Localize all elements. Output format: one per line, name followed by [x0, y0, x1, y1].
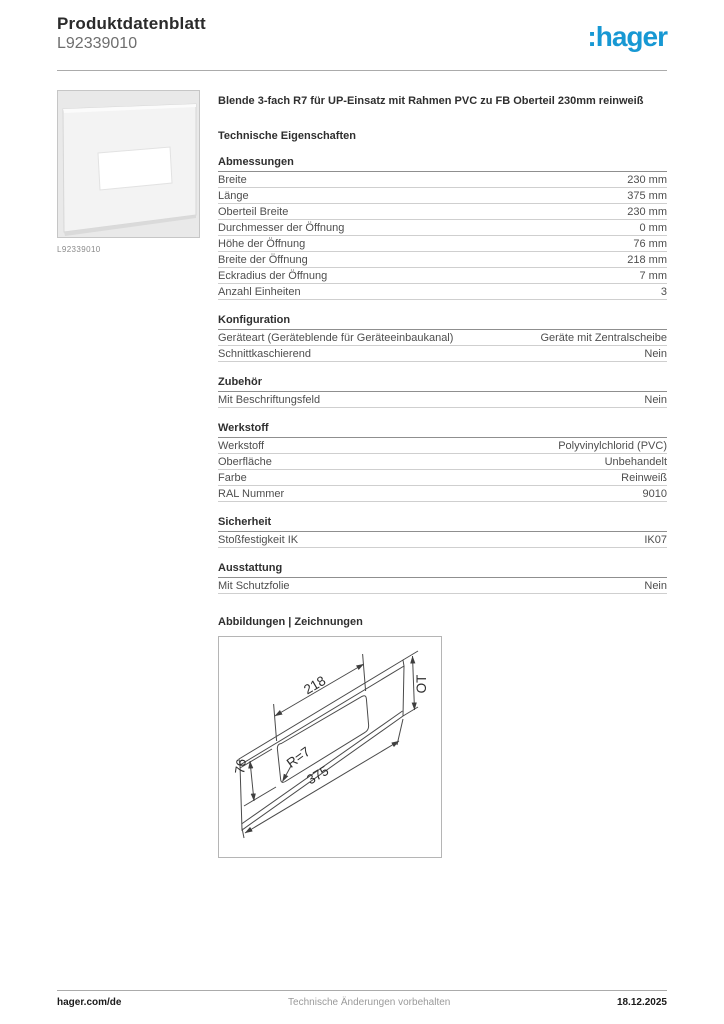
spec-row — [218, 346, 667, 362]
spec-row — [218, 252, 667, 268]
spec-row — [218, 470, 667, 486]
technical-drawing — [218, 636, 442, 858]
spec-section-title: Zubehör — [218, 376, 667, 392]
spec-row — [218, 220, 667, 236]
spec-row — [218, 392, 667, 408]
spec-row — [218, 578, 667, 594]
hager-logo: :hager — [587, 21, 667, 52]
spec-row-label: Durchmesser der Öffnung — [218, 222, 345, 234]
ext-line — [363, 654, 366, 691]
spec-row-value: 230 mm — [627, 174, 667, 186]
ext-line — [403, 707, 418, 716]
spec-row-label: Oberfläche — [218, 456, 272, 468]
spec-row — [218, 330, 667, 346]
footer-website: hager.com/de — [57, 997, 122, 1008]
spec-row — [218, 486, 667, 502]
spec-row — [218, 284, 667, 300]
spec-row — [218, 454, 667, 470]
spec-section-title: Konfiguration — [218, 314, 667, 330]
tech-properties-heading: Technische Eigenschaften — [218, 130, 356, 142]
page-header — [57, 14, 667, 53]
spec-row-label: Schnittkaschierend — [218, 348, 311, 360]
header-divider — [57, 70, 667, 71]
page-footer — [57, 997, 667, 1008]
spec-row-value: Nein — [644, 394, 667, 406]
spec-section — [218, 314, 667, 362]
spec-section — [218, 422, 667, 502]
right-column — [218, 90, 667, 858]
spec-row-label: Mit Schutzfolie — [218, 580, 290, 592]
dimension-drawing — [219, 637, 441, 857]
document-title: Produktdatenblatt — [57, 14, 206, 33]
spec-row-label: Breite — [218, 174, 247, 186]
spec-section-title: Ausstattung — [218, 562, 667, 578]
spec-row — [218, 188, 667, 204]
spec-row — [218, 532, 667, 548]
dim-label-ot: OT — [414, 674, 429, 694]
spec-row-value: Polyvinylchlorid (PVC) — [558, 440, 667, 452]
spec-row — [218, 236, 667, 252]
spec-section — [218, 156, 667, 300]
footer-date: 18.12.2025 — [616, 997, 667, 1008]
product-title: Blende 3-fach R7 für UP-Einsatz mit Rahmen PVC zu FB Oberteil 230mm reinweiß — [218, 95, 644, 107]
main-content — [57, 90, 667, 858]
spec-sections — [218, 156, 667, 594]
spec-row-label: Werkstoff — [218, 440, 265, 452]
spec-section-title: Werkstoff — [218, 422, 667, 438]
dim-label-218: 218 — [301, 672, 329, 698]
spec-row-value: 218 mm — [627, 254, 667, 266]
spec-row — [218, 268, 667, 284]
header-titles — [57, 14, 206, 53]
document-product-id: L92339010 — [57, 35, 138, 52]
spec-row-value: Geräte mit Zentralscheibe — [540, 332, 667, 344]
spec-section — [218, 516, 667, 548]
spec-row-label: Oberteil Breite — [218, 206, 289, 218]
dim-label-76: 76 — [232, 757, 250, 775]
spec-row-label: Mit Beschriftungsfeld — [218, 394, 321, 406]
spec-section-title: Abmessungen — [218, 156, 667, 172]
dim-label-radius: R=7 — [283, 743, 313, 771]
spec-row-value: 3 — [660, 286, 667, 298]
footer-disclaimer: Technische Änderungen vorbehalten — [288, 997, 451, 1008]
product-image-caption: L92339010 — [57, 245, 101, 254]
spec-row — [218, 172, 667, 188]
spec-row — [218, 204, 667, 220]
spec-row-value: 230 mm — [627, 206, 667, 218]
spec-row-label: Eckradius der Öffnung — [218, 270, 328, 282]
ext-line — [274, 704, 277, 741]
spec-row-label: Breite der Öffnung — [218, 254, 308, 266]
spec-row-value: Nein — [644, 348, 667, 360]
spec-row-value: 7 mm — [639, 270, 667, 282]
dim-line-76 — [250, 761, 254, 801]
spec-row — [218, 438, 667, 454]
spec-row-value: 375 mm — [627, 190, 667, 202]
ext-line — [403, 651, 418, 660]
spec-row-value: 9010 — [642, 488, 667, 500]
spec-row-value: Nein — [644, 580, 667, 592]
spec-row-value: Unbehandelt — [604, 456, 667, 468]
footer-divider — [57, 990, 667, 991]
spec-row-label: RAL Nummer — [218, 488, 285, 500]
spec-row-value: 76 mm — [633, 238, 667, 250]
dim-label-375: 375 — [304, 762, 332, 788]
left-column — [57, 90, 200, 858]
drawings-heading: Abbildungen | Zeichnungen — [218, 616, 363, 628]
spec-row-value: Reinweiß — [621, 472, 667, 484]
spec-row-label: Farbe — [218, 472, 247, 484]
spec-row-label: Anzahl Einheiten — [218, 286, 301, 298]
spec-section-title: Sicherheit — [218, 516, 667, 532]
product-image-drawing — [58, 91, 199, 237]
spec-row-value: IK07 — [644, 534, 667, 546]
spec-row-value: 0 mm — [639, 222, 667, 234]
spec-row-label: Geräteart (Geräteblende für Geräteeinbaukanal) — [218, 332, 454, 344]
product-image — [57, 90, 200, 238]
spec-section — [218, 376, 667, 408]
spec-row-label: Stoßfestigkeit IK — [218, 534, 299, 546]
spec-row-label: Länge — [218, 190, 249, 202]
spec-row-label: Höhe der Öffnung — [218, 238, 306, 250]
spec-section — [218, 562, 667, 594]
